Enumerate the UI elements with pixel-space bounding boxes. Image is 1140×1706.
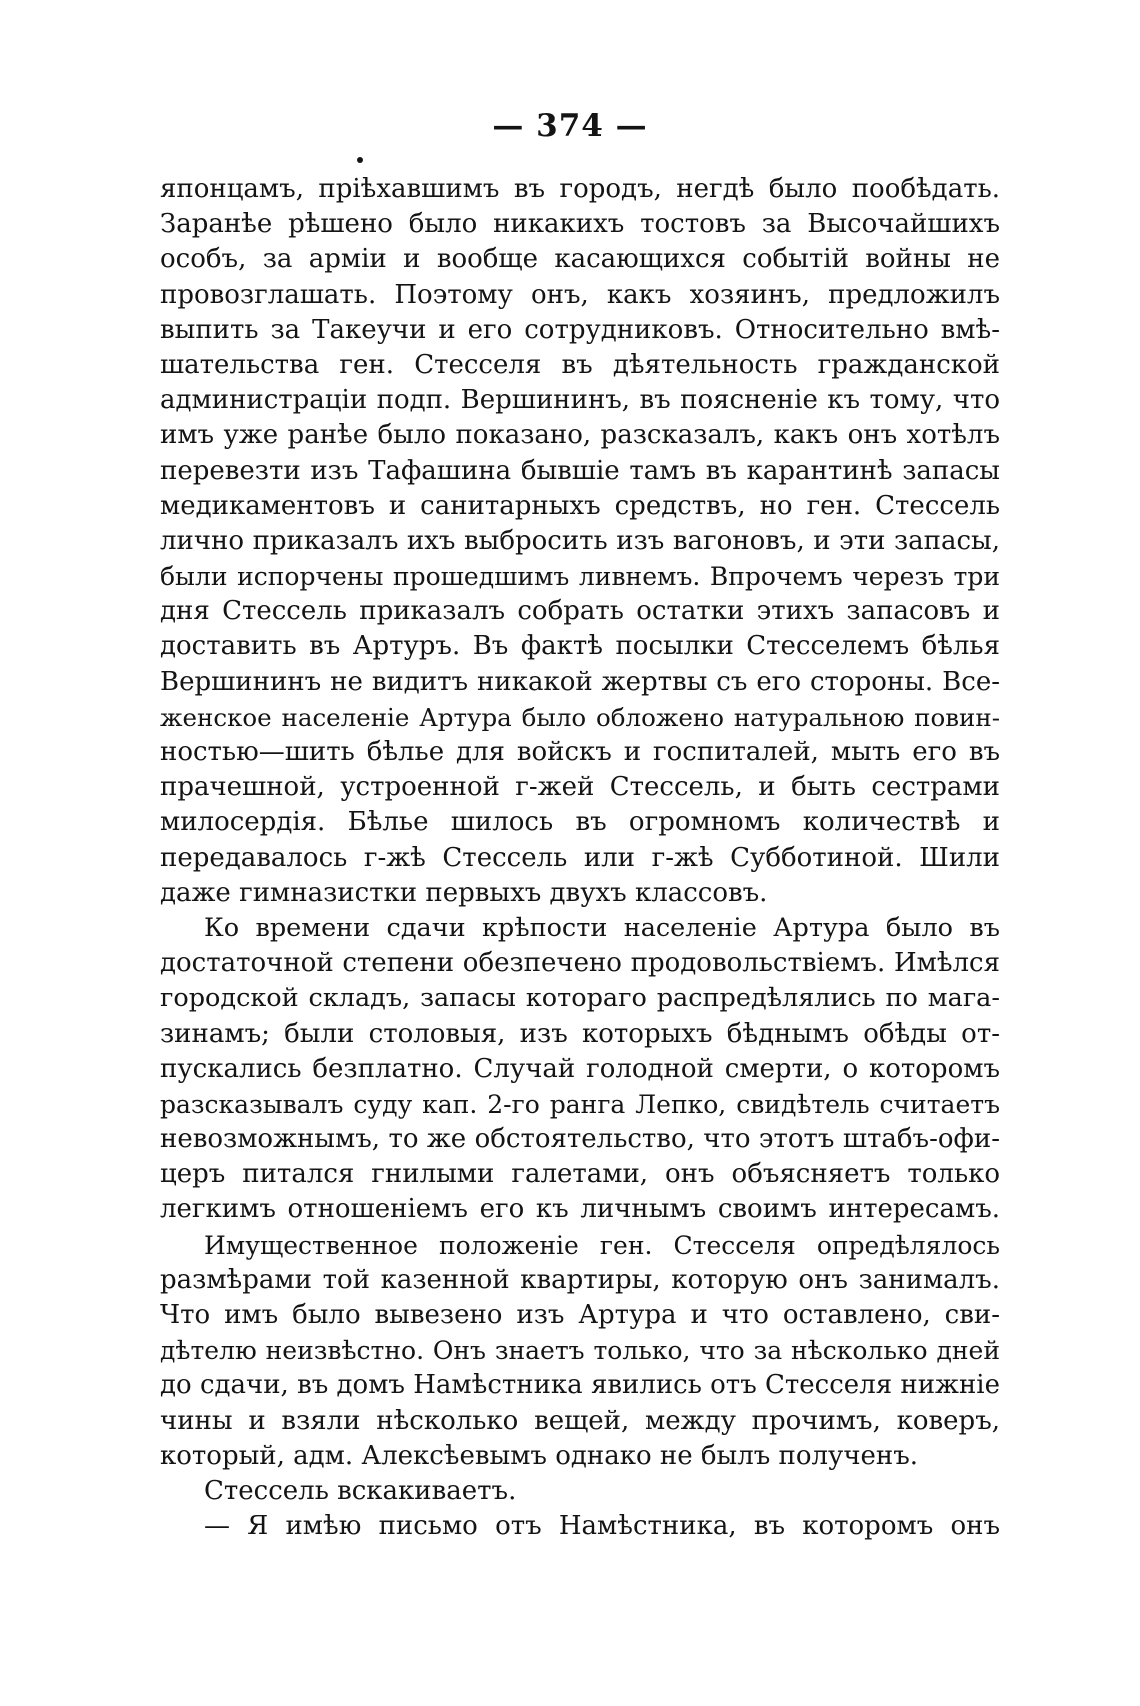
text-line: Вершининъ не видитъ никакой жертвы съ его стороны. Все- [160, 666, 1000, 697]
text-line: администраціи подп. Вершининъ, въ поясненіе къ тому, что [160, 385, 1000, 416]
text-line: даже гимназистки первыхъ двухъ классовъ. [160, 877, 768, 908]
text-line: разсказывалъ суду кап. 2-го ранга Лепко, свидѣтель считаетъ [160, 1089, 1000, 1119]
text-line: достаточной степени обезпечено продовольствіемъ. Имѣлся [160, 948, 1000, 979]
text-line: имъ уже ранѣе было показано, разсказалъ, какъ онъ хотѣлъ [160, 420, 1000, 451]
text-line: провозглашать. Поэтому онъ, какъ хозяинъ, предложилъ [160, 279, 1000, 310]
text-line: Что имъ было вывезено изъ Артура и что оставлено, сви- [160, 1300, 1000, 1330]
text-line: легкимъ отношеніемъ его къ личнымъ своимъ интересамъ. [160, 1194, 1000, 1225]
text-line: дѣтелю неизвѣстно. Онъ знаетъ только, что за нѣсколько дней [160, 1336, 1000, 1366]
text-line: Ко времени сдачи крѣпости населеніе Артура было въ [204, 912, 1000, 943]
text-line: шательства ген. Стесселя въ дѣятельность гражданской [160, 349, 1000, 380]
text-line: передавалось г-жѣ Стессель или г-жѣ Субботиной. Шили [160, 842, 1000, 873]
text-line: выпить за Такеучи и его сотрудниковъ. Относительно вмѣ- [160, 314, 1000, 345]
body-text [160, 172, 1000, 1544]
text-line: городской складъ, запасы котораго распредѣлялись по мага- [160, 983, 1000, 1014]
text-line: Заранѣе рѣшено было никакихъ тостовъ за Высочайшихъ [160, 209, 1000, 240]
text-line: который, адм. Алексѣевымъ однако не былъ полученъ. [160, 1440, 919, 1471]
page-number: — 374 — [492, 108, 648, 144]
text-line: были испорчены прошедшимъ ливнемъ. Впрочемъ черезъ три [160, 562, 1000, 592]
text-line: особъ, за арміи и вообще касающихся событій войны не [160, 244, 1000, 275]
stray-dot-mark [357, 157, 363, 163]
text-line: чины и взяли нѣсколько вещей, между прочимъ, коверъ, [160, 1405, 1000, 1436]
text-line: — Я имѣю письмо отъ Намѣстника, въ которомъ онъ [204, 1511, 1000, 1542]
text-line: женское населеніе Артура было обложено натуральною повин- [160, 702, 1000, 732]
text-line: Имущественное положеніе ген. Стесселя опредѣлялось [204, 1230, 1000, 1260]
text-line: ностью—шить бѣлье для войскъ и госпиталей, мыть его въ [160, 737, 1000, 767]
text-line: невозможнымъ, то же обстоятельство, что этотъ штабъ-офи- [160, 1124, 1000, 1155]
text-line: Стессель вскакиваетъ. [204, 1475, 517, 1506]
text-line: размѣрами той казенной квартиры, которую онъ занималъ. [160, 1264, 1000, 1295]
text-line: перевезти изъ Тафашина бывшіе тамъ въ карантинѣ запасы [160, 455, 1000, 486]
text-line: медикаментовъ и санитарныхъ средствъ, но ген. Стессель [160, 490, 1000, 521]
text-line: милосердія. Бѣлье шилось въ огромномъ количествѣ и [160, 807, 1000, 838]
text-line: дня Стессель приказалъ собрать остатки этихъ запасовъ и [160, 596, 1000, 627]
text-line: доставить въ Артуръ. Въ фактѣ посылки Стесселемъ бѣлья [160, 631, 1000, 662]
text-line: пускались безплатно. Случай голодной смерти, о которомъ [160, 1053, 1000, 1084]
text-line: лично приказалъ ихъ выбросить изъ вагоновъ, и эти запасы, [160, 525, 1000, 556]
text-line: японцамъ, пріѣхавшимъ въ городъ, негдѣ было пообѣдать. [160, 174, 1000, 204]
text-line: церъ питался гнилыми галетами, онъ объясняетъ только [160, 1159, 1000, 1190]
text-line: до сдачи, въ домъ Намѣстника явились отъ Стесселя нижніе [160, 1370, 1000, 1401]
text-line: прачешной, устроенной г-жей Стессель, и быть сестрами [160, 772, 1000, 803]
text-line: зинамъ; были столовыя, изъ которыхъ бѣднымъ обѣды от- [160, 1018, 1000, 1049]
